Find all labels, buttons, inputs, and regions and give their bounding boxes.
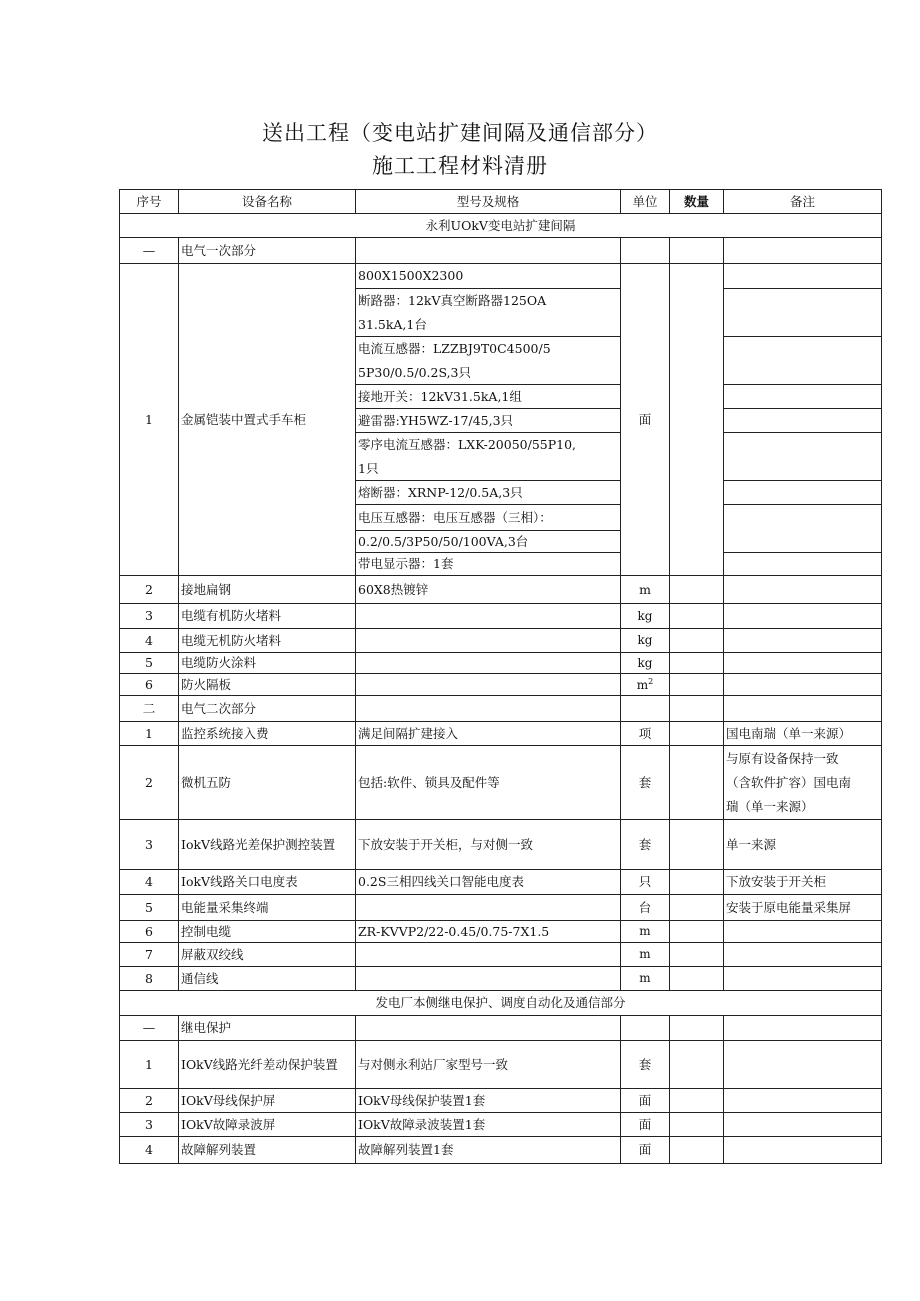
spec-cell: 熔断器：XRNP-12/0.5A,3只	[356, 481, 621, 505]
item-qty	[670, 264, 724, 576]
table-row: 4 IokV线路关口电度表 0.2S三相四线关口智能电度表 只 下放安装于开关柜	[120, 870, 882, 895]
note-cell: 与原有设备保持一致 （含软件扩容）国电南 瑞（单一来源）	[724, 746, 882, 820]
section-row	[120, 991, 882, 1016]
table-row: 3 IOkV故障录波屏 IOkV故障录波装置1套 面	[120, 1113, 882, 1137]
spec-cell: 零序电流互感器：LXK-20050/55P10, 1只	[356, 433, 621, 481]
spec-cell: 断路器：12kV真空断路器125OA 31.5kA,1台	[356, 289, 621, 337]
spec-cell: 避雷器:YH5WZ-17/45,3只	[356, 409, 621, 433]
document-subtitle: 施工工程材料清册	[372, 154, 548, 178]
header-name: 设备名称	[179, 190, 356, 214]
spec-cell: 带电显示器：1套	[356, 553, 621, 576]
note-cell	[724, 433, 882, 481]
spec-cell: 0.2/0.5/3P50/50/100VA,3台	[356, 531, 621, 553]
table-row: 4 故障解列装置 故障解列装置1套 面	[120, 1137, 882, 1164]
header-note: 备注	[724, 190, 882, 214]
table-row: 6 控制电缆 ZR-KVVP2/22-0.45/0.75-7X1.5 m	[120, 921, 882, 943]
group-seq: —	[120, 238, 179, 264]
header-unit: 单位	[621, 190, 670, 214]
table-row: 5 电能量采集终端 台 安装于原电能量采集屏	[120, 895, 882, 921]
header-seq: 序号	[120, 190, 179, 214]
item-name: 金属铠装中置式手车柜	[179, 264, 356, 576]
table-row: 2 微机五防 包括:软件、锁具及配件等 套 与原有设备保持一致 （含软件扩容）国电南 瑞（单一来源）	[120, 746, 882, 820]
group-row: 二 电气二次部分	[120, 696, 882, 722]
section-row	[120, 214, 882, 238]
table-row: 2 IOkV母线保护屏 IOkV母线保护装置1套 面	[120, 1089, 882, 1113]
table-row: 1 监控系统接入费 满足间隔扩建接入 项 国电南瑞（单一来源）	[120, 722, 882, 746]
spec-cell: 电压互感器：电压互感器（三相）：	[356, 505, 621, 531]
item-seq: 1	[120, 264, 179, 576]
materials-table	[119, 189, 882, 1164]
document-title: 送出工程（变电站扩建间隔及通信部分）	[262, 121, 658, 145]
group-name: 电气一次部分	[179, 238, 356, 264]
note-cell	[724, 481, 882, 505]
section-title: 发电厂本侧继电保护、调度自动化及通信部分	[120, 991, 882, 1016]
note-cell	[724, 289, 882, 337]
table-row: 3 IokV线路光差保护测控装置 下放安装于开关柜，与对侧一致 套 单一来源	[120, 820, 882, 870]
table-row: 8 通信线 m	[120, 967, 882, 991]
header-spec: 型号及规格	[356, 190, 621, 214]
section-title: 永利UOkV变电站扩建间隔	[120, 214, 882, 238]
table-row: 3 电缆有机防火堵料 kg	[120, 604, 882, 629]
table-row: 6 防火隔板 $m^2$	[120, 674, 882, 696]
note-cell	[724, 385, 882, 409]
spec-cell: 接地开关：12kV31.5kA,1组	[356, 385, 621, 409]
table-header-row	[120, 190, 882, 214]
spec-cell: 电流互感器：LZZBJ9T0C4500/5 5P30/0.5/0.2S,3只	[356, 337, 621, 385]
table-row	[120, 264, 882, 289]
note-cell	[724, 337, 882, 385]
header-qty: 数量	[670, 190, 724, 214]
table-row: 7 屏蔽双绞线 m	[120, 943, 882, 967]
table-row: 1 IOkV线路光纤差动保护装置 与对侧永利站厂家型号一致 套	[120, 1041, 882, 1089]
spec-cell: 800X1500X2300	[356, 264, 621, 289]
item-unit: 面	[621, 264, 670, 576]
note-cell	[724, 505, 882, 553]
group-row: — 继电保护	[120, 1016, 882, 1041]
group-row	[120, 238, 882, 264]
table-row: 2 接地扁钢 60X8热镀锌 m	[120, 576, 882, 604]
note-cell	[724, 553, 882, 576]
note-cell	[724, 264, 882, 289]
table-row: 4 电缆无机防火堵料 kg	[120, 629, 882, 653]
table-row: 5 电缆防火涂料 kg	[120, 653, 882, 674]
note-cell	[724, 409, 882, 433]
